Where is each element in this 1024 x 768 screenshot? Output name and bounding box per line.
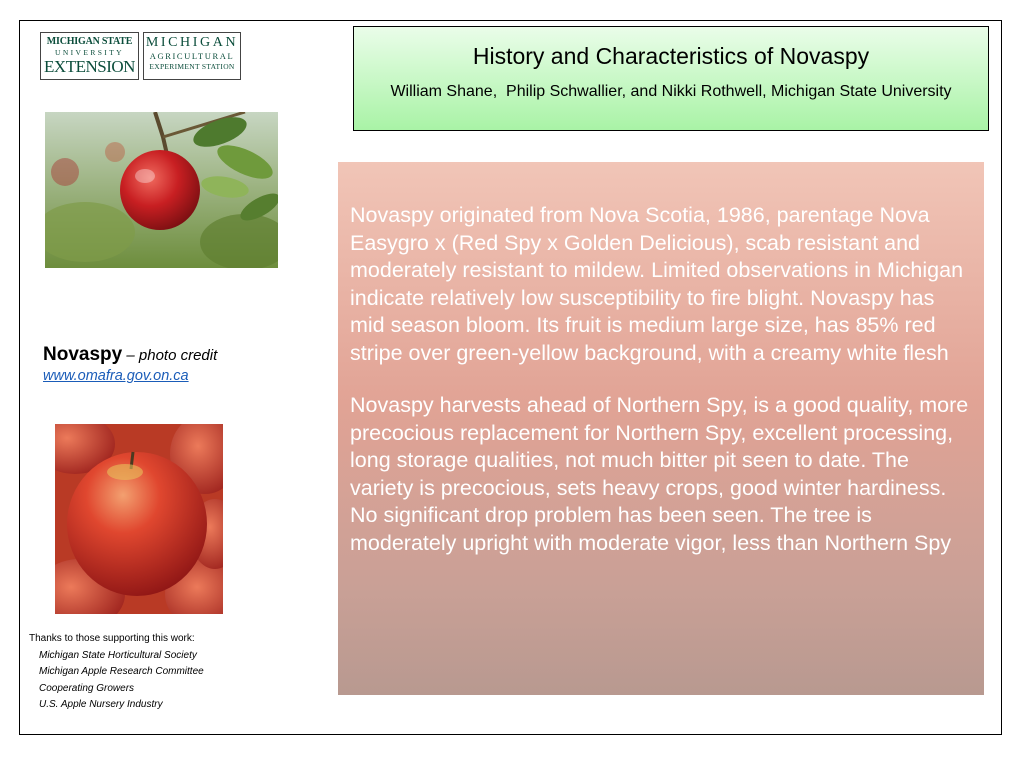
photo-credit-link[interactable]: www.omafra.gov.on.ca	[43, 368, 189, 384]
msu-logo-line2: UNIVERSITY	[55, 48, 124, 57]
title-box	[353, 26, 989, 131]
apple-pile-photo	[55, 424, 223, 614]
acknowledgement-item: U.S. Apple Nursery Industry	[39, 699, 163, 710]
apple-on-branch-photo	[45, 112, 278, 268]
authors: William Shane, Philip Schwallier, and Nikki Rothwell, Michigan State University	[390, 83, 952, 100]
mae-logo-line3: EXPERIMENT STATION	[149, 62, 235, 71]
mae-logo-line1: MICHIGAN	[145, 35, 239, 50]
msu-extension-logo	[40, 32, 139, 80]
description-paragraph-harvest: Novaspy harvests ahead of Northern Spy, is a good quality, more precocious replacement for Northern Spy, excellent processing, long storage qualities, not much bitter pit seen to date. The variety is precocious, sets heavy crops, good winter hardiness. No significant drop problem has been seen. The tree is moderately upright with moderate vigor, less than Northern Spy	[350, 393, 969, 555]
michigan-agricultural-experiment-station-logo	[143, 32, 241, 80]
acknowledgement-item: Michigan Apple Research Committee	[39, 666, 204, 677]
msu-logo-line1: MICHIGAN STATE	[46, 36, 133, 47]
acknowledgement-item: Cooperating Growers	[39, 682, 135, 694]
photo-caption	[43, 344, 217, 384]
variety-name: Novaspy	[43, 344, 123, 365]
page-title: History and Characteristics of Novaspy	[472, 43, 870, 69]
acknowledgements-heading: Thanks to those supporting this work:	[29, 633, 195, 644]
acknowledgements	[29, 631, 204, 714]
photo-credit: – photo credit	[122, 347, 218, 364]
description-box	[338, 162, 984, 695]
msu-logo-line3: EXTENSION	[44, 57, 135, 76]
description-paragraph-origin: Novaspy originated from Nova Scotia, 1986, parentage Nova Easygro x (Red Spy x Golden Delicious), scab resistant and moderately resistant to mildew. Limited observations in Michigan indicate relatively low susceptibility to fire blight. Novaspy has mid season bloom. Its fruit is medium large size, has 85% red stripe over green-yellow background, with a creamy white flesh	[350, 203, 964, 365]
acknowledgement-item: Michigan State Horticultural Society	[39, 649, 197, 661]
mae-logo-line2: AGRICULTURAL	[149, 51, 235, 61]
